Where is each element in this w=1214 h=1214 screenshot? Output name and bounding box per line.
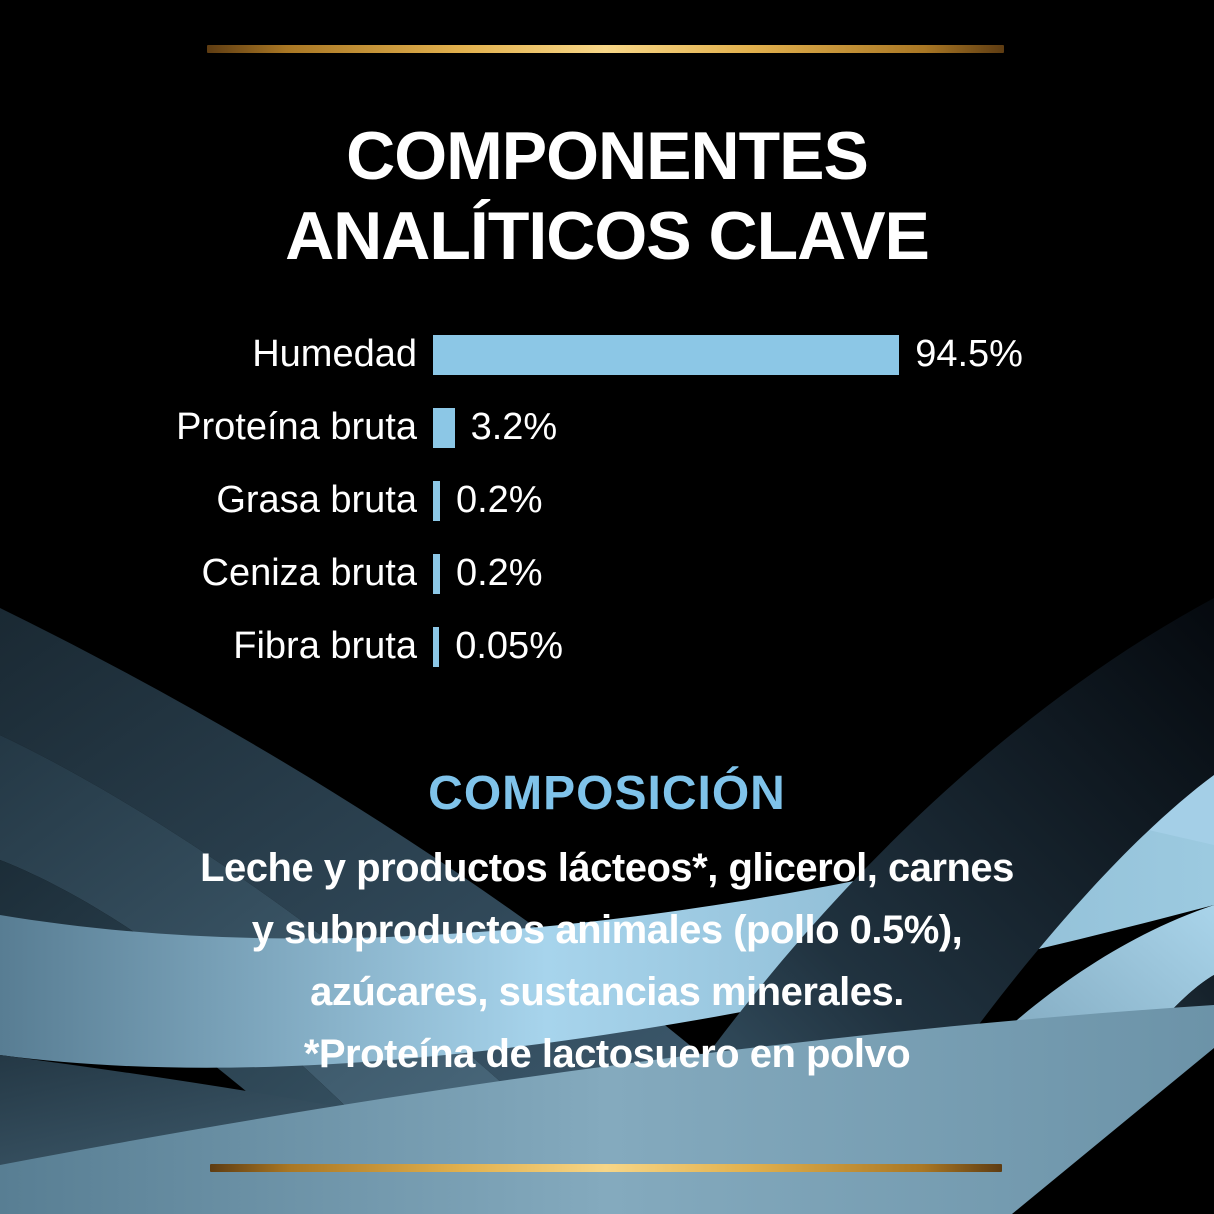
chart-row-grasa-bruta <box>0 464 1214 537</box>
page-title-line1: COMPONENTES <box>346 118 868 194</box>
composition-section <box>0 766 1214 1085</box>
key-analytical-components-chart <box>0 318 1214 683</box>
chart-row-humedad <box>0 318 1214 391</box>
top-divider-line <box>207 45 1004 53</box>
composition-heading: COMPOSICIÓN <box>428 767 786 820</box>
composition-line: azúcares, sustancias minerales. <box>310 970 904 1014</box>
value-label: 0.05% <box>455 625 563 667</box>
category-label: Grasa bruta <box>216 479 417 521</box>
chart-bar <box>433 481 440 521</box>
category-label: Ceniza bruta <box>201 552 417 594</box>
chart-row-fibra-bruta <box>0 610 1214 683</box>
value-label: 0.2% <box>455 552 543 594</box>
chart-bar <box>433 408 455 448</box>
value-label: 94.5% <box>915 333 1023 375</box>
category-label: Proteína bruta <box>176 406 417 448</box>
page-title-line2: ANALÍTICOS CLAVE <box>285 198 929 274</box>
composition-line: y subproductos animales (pollo 0.5%), <box>251 908 963 952</box>
page-title <box>0 116 1214 276</box>
composition-line: Leche y productos lácteos*, glicerol, carnes <box>200 846 1014 890</box>
category-label: Humedad <box>252 333 417 375</box>
composition-line: *Proteína de lactosuero en polvo <box>303 1032 911 1076</box>
bottom-divider-line <box>210 1164 1002 1172</box>
chart-bar <box>433 335 899 375</box>
value-label: 0.2% <box>455 479 543 521</box>
chart-bar <box>433 627 439 667</box>
chart-row-proteina-bruta <box>0 391 1214 464</box>
chart-bar <box>433 554 440 594</box>
chart-row-ceniza-bruta <box>0 537 1214 610</box>
category-label: Fibra bruta <box>233 625 417 667</box>
value-label: 3.2% <box>470 406 558 448</box>
